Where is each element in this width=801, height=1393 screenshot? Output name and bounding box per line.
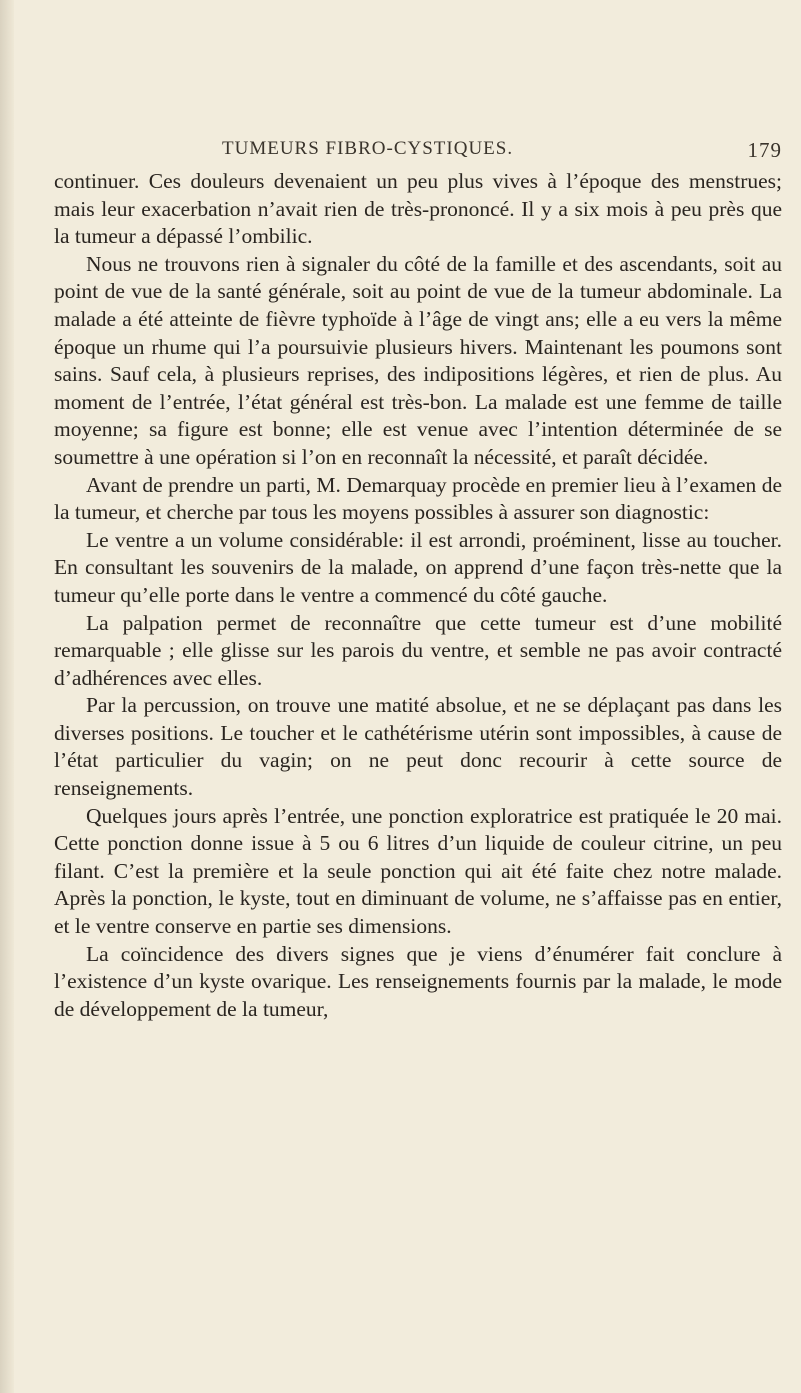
page-header xyxy=(222,138,782,162)
paragraph-puncture: Quelques jours après l’entrée, une ponction exploratrice est pratiquée le 20 mai. Cette ponction donne issue à 5 ou 6 litres d’un liquide de couleur citrine, un peu filant. C’est la première et la seule ponction qui ait été faite chez notre malade. Après la ponction, le kyste, tout en diminuant de volume, ne s’affaisse pas en entier, et le ventre conserve en partie ses dimensions. xyxy=(54,803,782,939)
paragraph-family-history: Nous ne trouvons rien à signaler du côté de la famille et des ascendants, soit au point de vue de la santé générale, soit au point de vue de la tumeur abdominale. La malade a été atteinte de fièvre typhoïde à l’âge de vingt ans; elle a eu vers la même époque un rhume qui l’a poursuivie plusieurs hivers. Maintenant les poumons sont sains. Sauf cela, à plusieurs reprises, des indipositions légères, et rien de plus. Au moment de l’entrée, l’état général est très-bon. La malade est une femme de taille moyenne; sa figure est bonne; elle est venue avec l’intention déterminée de se soumettre à une opération si l’on en reconnaît la nécessité, et paraît décidée. xyxy=(54,251,782,469)
paragraph-continuation: continuer. Ces douleurs devenaient un peu plus vives à l’époque des menstrues; mais leur exacerbation n’avait rien de très-prononcé. Il y a six mois à peu près que la tumeur a dépassé l’ombilic. xyxy=(54,169,782,249)
paragraph-percussion: Par la percussion, on trouve une matité absolue, et ne se déplaçant pas dans les diverses positions. Le toucher et le cathétérisme utérin sont impossibles, à cause de l’état particulier du vagin; on ne peut donc recourir à cette source de renseignements. xyxy=(54,693,782,801)
paragraph-diagnosis-intro: Avant de prendre un parti, M. Demarquay procède en premier lieu à l’examen de la tumeur, et cherche par tous les moyens possibles à assurer son diagnostic: xyxy=(54,472,782,525)
paragraph-conclusion: La coïncidence des divers signes que je viens d’énumérer fait conclure à l’existence d’un kyste ovarique. Les renseignements fournis par la malade, le mode de développement de la tumeur, xyxy=(54,941,782,1021)
page-edge xyxy=(0,0,14,1393)
paragraph-palpation: La palpation permet de reconnaître que cette tumeur est d’une mobilité remarquable ; elle glisse sur les parois du ventre, et semble ne pas avoir contracté d’adhérences avec elles. xyxy=(54,610,782,690)
running-title: TUMEURS FIBRO-CYSTIQUES. xyxy=(222,138,514,159)
paragraph-abdomen-exam: Le ventre a un volume considérable: il est arrondi, proéminent, lisse au toucher. En consultant les souvenirs de la malade, on apprend d’une façon très-nette que la tumeur qu’elle porte dans le ventre a commencé du côté gauche. xyxy=(54,527,782,607)
page-number: 179 xyxy=(747,138,782,162)
body-text xyxy=(54,168,782,1023)
